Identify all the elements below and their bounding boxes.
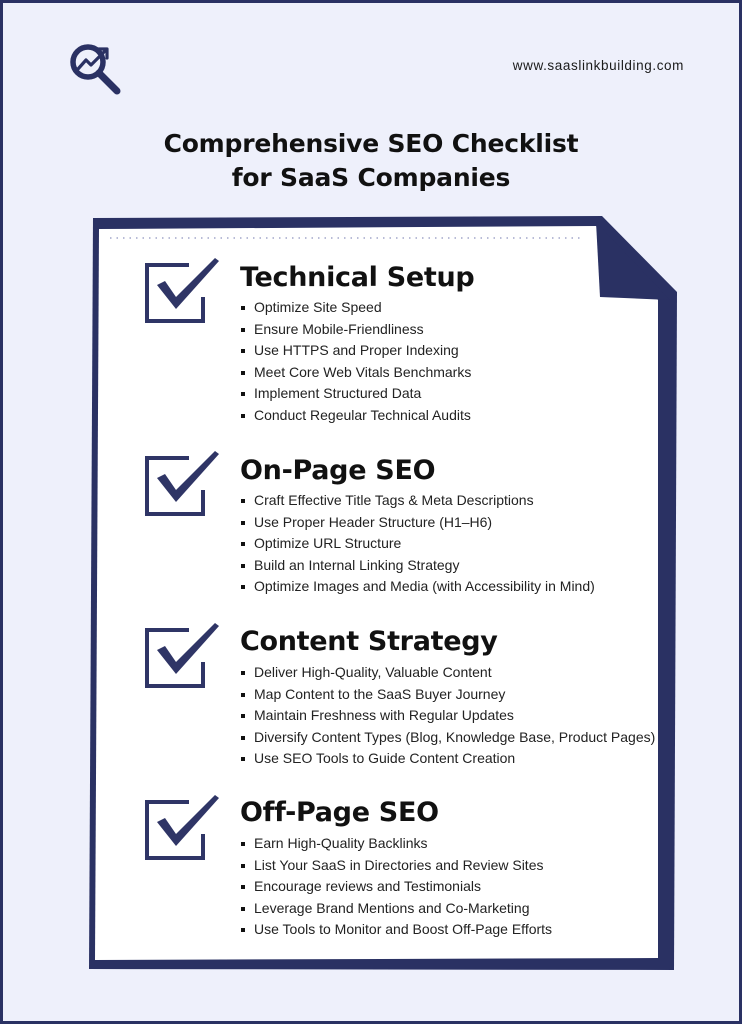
list-item: Deliver High-Quality, Valuable Content xyxy=(240,662,655,684)
list-item: Implement Structured Data xyxy=(240,383,471,405)
list-item: Conduct Regeular Technical Audits xyxy=(240,405,471,427)
list-item: Build an Internal Linking Strategy xyxy=(240,555,595,577)
list-item: Meet Core Web Vitals Benchmarks xyxy=(240,362,471,384)
item-list xyxy=(240,662,655,770)
checkbox-checked-icon xyxy=(143,622,223,690)
list-item: Maintain Freshness with Regular Updates xyxy=(240,705,655,727)
list-item: Optimize Images and Media (with Accessibility in Mind) xyxy=(240,576,595,598)
item-list xyxy=(240,833,552,941)
item-list xyxy=(240,490,595,598)
list-item: Use SEO Tools to Guide Content Creation xyxy=(240,748,655,770)
list-item: Use HTTPS and Proper Indexing xyxy=(240,340,471,362)
list-item: List Your SaaS in Directories and Review Sites xyxy=(240,855,552,877)
checkbox-checked-icon xyxy=(143,450,223,518)
list-item: Map Content to the SaaS Buyer Journey xyxy=(240,684,655,706)
section-title: Content Strategy xyxy=(240,626,498,657)
list-item: Ensure Mobile-Friendliness xyxy=(240,319,471,341)
section-title: On-Page SEO xyxy=(240,455,436,486)
list-item: Use Tools to Monitor and Boost Off-Page Efforts xyxy=(240,919,552,941)
list-item: Use Proper Header Structure (H1–H6) xyxy=(240,512,595,534)
checkbox-checked-icon xyxy=(143,257,223,325)
website-url: www.saaslinkbuilding.com xyxy=(512,58,684,73)
title-line-2: for SaaS Companies xyxy=(231,163,511,192)
section-title: Technical Setup xyxy=(240,262,475,293)
item-list xyxy=(240,297,471,426)
list-item: Optimize URL Structure xyxy=(240,533,595,555)
checkbox-checked-icon xyxy=(143,794,223,862)
list-item: Optimize Site Speed xyxy=(240,297,471,319)
section-title: Off-Page SEO xyxy=(240,797,439,828)
list-item: Encourage reviews and Testimonials xyxy=(240,876,552,898)
title-line-1: Comprehensive SEO Checklist xyxy=(163,129,579,158)
list-item: Earn High-Quality Backlinks xyxy=(240,833,552,855)
list-item: Craft Effective Title Tags & Meta Descriptions xyxy=(240,490,595,512)
list-item: Diversify Content Types (Blog, Knowledge Base, Product Pages) xyxy=(240,727,655,749)
list-item: Leverage Brand Mentions and Co-Marketing xyxy=(240,898,552,920)
